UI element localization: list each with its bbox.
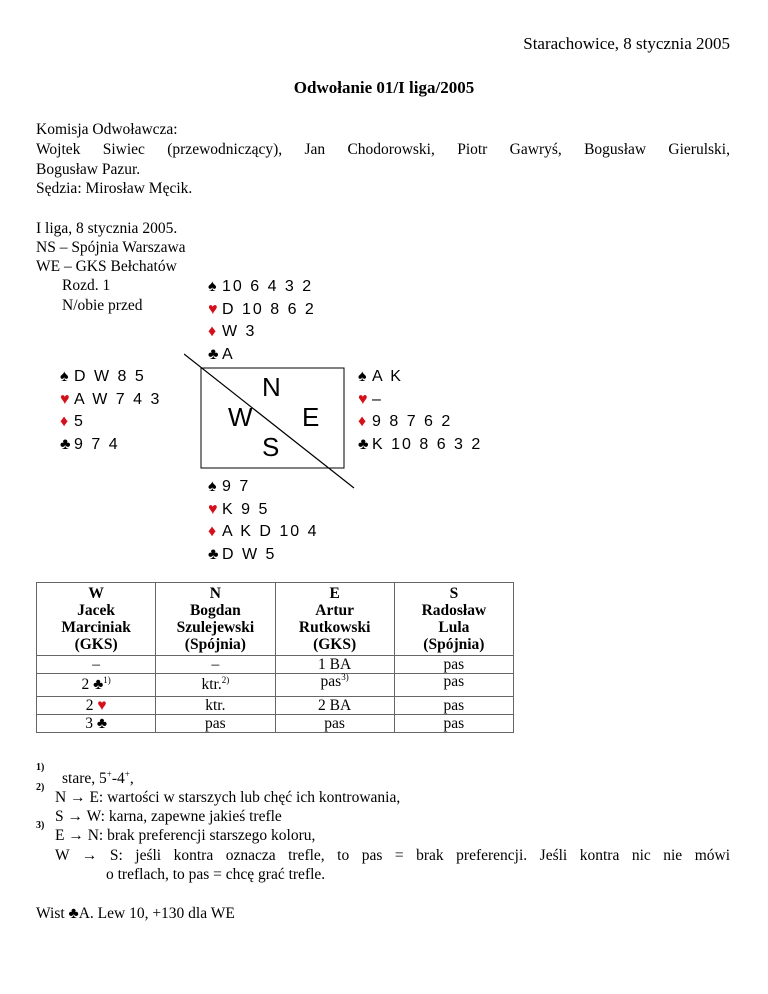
- diamond-icon: ♦: [208, 323, 219, 341]
- club-icon: ♣: [93, 676, 104, 693]
- west-diamonds: ♦ 5: [60, 411, 161, 434]
- bid-cell: pas: [156, 715, 275, 733]
- west-hand: [60, 366, 161, 456]
- south-diamonds: ♦ A K D 10 4: [208, 521, 319, 544]
- compass-s: S: [262, 432, 280, 462]
- footnote-1: stare, 5+-4+,: [62, 768, 134, 787]
- auction-row: [37, 656, 514, 674]
- board-number: Rozd. 1: [62, 277, 111, 294]
- footnote-3c: o treflach, to pas = chcę grać trefle.: [106, 866, 326, 883]
- club-icon: ♣: [96, 715, 108, 732]
- lead-result: Wist ♣A. Lew 10, +130 dla WE: [36, 905, 235, 922]
- footnote-marker: 2): [36, 782, 45, 793]
- compass-box: [184, 350, 364, 490]
- bid-cell: 2 ♣$^{1)}$: [37, 674, 156, 697]
- bid-cell: –: [37, 656, 156, 674]
- east-hand: [358, 366, 482, 456]
- footnote-marker: 3): [36, 820, 45, 831]
- heart-icon: ♥: [358, 390, 370, 408]
- heart-icon: ♥: [208, 300, 220, 318]
- club-icon: ♣: [60, 435, 73, 453]
- footnote-3a: E → N: brak preferencji starszego koloru,: [55, 827, 316, 844]
- auction-header-row: [37, 583, 514, 656]
- committee-label: Komisja Odwoławcza:: [36, 121, 178, 138]
- header-south: S Radosław Lula (Spójnia): [394, 583, 513, 656]
- header-north: N Bogdan Szulejewski (Spójnia): [156, 583, 275, 656]
- bid-cell: 2 ♥: [37, 697, 156, 715]
- club-icon: ♣: [208, 545, 221, 563]
- north-hearts: ♥ D 10 8 6 2: [208, 299, 316, 322]
- north-spades: ♠ 10 6 4 3 2: [208, 276, 316, 299]
- north-diamonds: ♦ W 3: [208, 321, 316, 344]
- footnote-3b: W → S: jeśli kontra oznacza trefle, to pas = brak preferencji. Jeśli kontra nic nie mówi: [55, 847, 730, 864]
- west-spades: ♠ D W 8 5: [60, 366, 161, 389]
- auction-row: [37, 715, 514, 733]
- east-diamonds: ♦ 9 8 7 6 2: [358, 411, 482, 434]
- spade-icon: ♠: [208, 478, 219, 495]
- compass-e: E: [302, 402, 320, 432]
- club-icon: ♣: [68, 905, 79, 922]
- heart-icon: ♥: [60, 390, 72, 408]
- west-hearts: ♥ A W 7 4 3: [60, 389, 161, 412]
- bid-cell: pas: [394, 715, 513, 733]
- heart-icon: ♥: [208, 500, 220, 518]
- footnote-2a: N → E: wartości w starszych lub chęć ich kontrowania,: [55, 789, 401, 806]
- page-title: Odwołanie 01/I liga/2005: [293, 78, 475, 97]
- committee-members-cont: Bogusław Pazur.: [36, 161, 141, 178]
- league-line: I liga, 8 stycznia 2005.: [36, 220, 178, 237]
- diamond-icon: ♦: [60, 413, 71, 431]
- header-east: E Artur Rutkowski (GKS): [275, 583, 394, 656]
- diamond-icon: ♦: [208, 523, 219, 541]
- east-hearts: ♥ –: [358, 389, 482, 412]
- judge: Sędzia: Mirosław Męcik.: [36, 180, 193, 197]
- bid-cell: pas: [394, 674, 513, 697]
- east-clubs: ♣K 10 8 6 3 2: [358, 434, 482, 457]
- bid-cell: 1 BA: [275, 656, 394, 674]
- header-west: W Jacek Marciniak (GKS): [37, 583, 156, 656]
- committee-members: Wojtek Siwiec (przewodniczący), Jan Chodorowski, Piotr Gawryś, Bogusław Gierulski,: [36, 141, 730, 158]
- south-spades: ♠ 9 7: [208, 476, 319, 499]
- bid-cell: 3 ♣: [37, 715, 156, 733]
- vulnerability: N/obie przed: [62, 297, 143, 314]
- bid-cell: pas: [275, 715, 394, 733]
- compass-n: N: [262, 372, 281, 402]
- west-clubs: ♣9 7 4: [60, 434, 161, 457]
- diamond-icon: ♦: [358, 413, 369, 431]
- bid-cell: ktr.$^{2)}$: [156, 674, 275, 697]
- east-spades: ♠ A K: [358, 366, 482, 389]
- heart-icon: ♥: [97, 697, 107, 714]
- bid-cell: pas$^{3)}$: [275, 674, 394, 697]
- footnote-marker: 1): [36, 762, 45, 773]
- footnote-2b: S → W: karna, zapewne jakieś trefle: [55, 808, 282, 825]
- club-icon: ♣: [208, 345, 221, 363]
- south-clubs: ♣D W 5: [208, 544, 319, 567]
- south-hearts: ♥ K 9 5: [208, 499, 319, 522]
- spade-icon: ♠: [208, 278, 219, 295]
- we-team: WE – GKS Bełchatów: [36, 258, 177, 275]
- spade-icon: ♠: [60, 368, 71, 385]
- north-clubs: ♣A: [208, 344, 316, 367]
- ns-team: NS – Spójnia Warszawa: [36, 239, 186, 256]
- bid-cell: ktr.: [156, 697, 275, 715]
- spade-icon: ♠: [358, 368, 369, 385]
- auction-row: [37, 697, 514, 715]
- bid-cell: 2 BA: [275, 697, 394, 715]
- compass-w: W: [228, 402, 253, 432]
- place-date: Starachowice, 8 stycznia 2005: [523, 34, 730, 53]
- bid-cell: pas: [394, 697, 513, 715]
- bid-cell: pas: [394, 656, 513, 674]
- auction-table: [36, 582, 514, 733]
- auction-row: [37, 674, 514, 697]
- bid-cell: –: [156, 656, 275, 674]
- club-icon: ♣: [358, 435, 371, 453]
